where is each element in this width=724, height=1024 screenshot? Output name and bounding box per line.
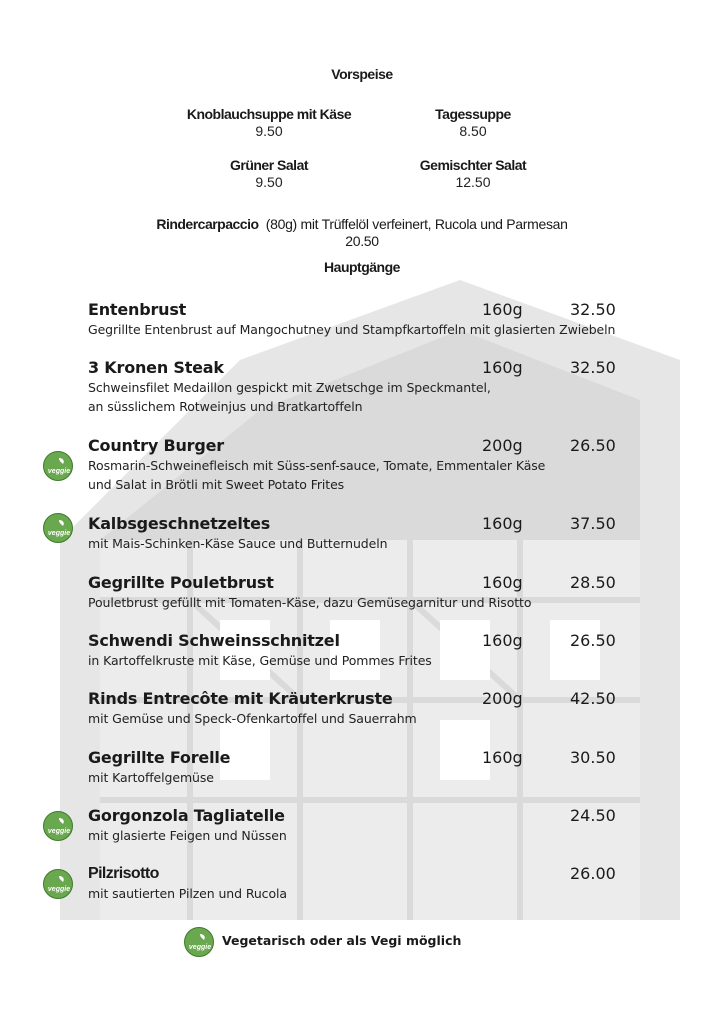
dish-name: Country Burger xyxy=(88,436,224,455)
veggie-icon xyxy=(43,811,73,841)
dish-weight: 160g xyxy=(482,573,523,592)
starters-heading: Vorspeise xyxy=(331,66,393,82)
starter-price: 9.50 xyxy=(255,123,283,139)
mains-heading: Hauptgänge xyxy=(324,259,400,275)
dish-name: Pilzrisotto xyxy=(88,865,159,882)
menu-item-pilzrisotto xyxy=(88,864,688,903)
dish-description: Schweinsfilet Medaillon gespickt mit Zwetschge im Speckmantel, xyxy=(88,380,491,395)
dish-weight: 160g xyxy=(482,300,523,319)
menu-item-3-kronen-steak xyxy=(88,358,688,416)
carpaccio-detail: (80g) mit Trüffelöl verfeinert, Rucola und Parmesan xyxy=(265,216,568,232)
dish-weight: 200g xyxy=(482,689,523,708)
menu-item-gorgonzola-tagliatelle xyxy=(88,806,688,845)
veggie-icon xyxy=(43,513,73,543)
dish-description: in Kartoffelkruste mit Käse, Gemüse und Pommes Frites xyxy=(88,653,432,668)
svg-text:veggie: veggie xyxy=(47,828,71,835)
dish-name: Schwendi Schweinsschnitzel xyxy=(88,631,340,650)
dish-name: Rinds Entrecôte mit Kräuterkruste xyxy=(88,689,393,708)
dish-description-line2: und Salat in Brötli mit Sweet Potato Frites xyxy=(88,477,345,492)
dish-description: mit Gemüse und Speck-Ofenkartoffel und Sauerrahm xyxy=(88,711,417,726)
starter-price: 12.50 xyxy=(455,174,491,190)
dish-price: 32.50 xyxy=(570,358,616,377)
dish-weight: 160g xyxy=(482,358,523,377)
svg-text:veggie: veggie xyxy=(47,886,71,893)
dish-description-line2: an süsslichem Rotweinjus und Bratkartoffeln xyxy=(88,399,363,414)
starter-name: Gemischter Salat xyxy=(419,157,527,173)
svg-text:veggie: veggie xyxy=(188,944,212,951)
menu-item-kalbsgeschnetzeltes xyxy=(88,514,688,553)
carpaccio-price: 20.50 xyxy=(345,233,379,249)
dish-price: 42.50 xyxy=(570,689,616,708)
dish-name: Entenbrust xyxy=(88,300,187,319)
dish-description: mit Kartoffelgemüse xyxy=(88,770,214,785)
dish-price: 37.50 xyxy=(570,514,616,533)
starter-item xyxy=(353,106,593,140)
starter-name: Knoblauchsuppe mit Käse xyxy=(186,106,352,122)
menu-item-gegrillte-forelle xyxy=(88,748,688,787)
menu-item-gegrillte-pouletbrust xyxy=(88,573,688,612)
starter-name: Grüner Salat xyxy=(229,157,309,173)
menu-item-rinds-entrecote xyxy=(88,689,688,728)
dish-price: 26.50 xyxy=(570,631,616,650)
dish-name: Kalbsgeschnetzeltes xyxy=(88,514,271,533)
dish-description: Pouletbrust gefüllt mit Tomaten-Käse, dazu Gemüsegarnitur und Risotto xyxy=(88,595,532,610)
svg-text:veggie: veggie xyxy=(47,530,71,537)
starter-price: 8.50 xyxy=(459,123,487,139)
dish-price: 24.50 xyxy=(570,806,616,825)
carpaccio-name: Rindercarpaccio xyxy=(156,216,259,232)
dish-weight: 160g xyxy=(482,631,523,650)
dish-description: mit sautierten Pilzen und Rucola xyxy=(88,886,287,901)
dish-name: 3 Kronen Steak xyxy=(88,358,224,377)
dish-name: Gorgonzola Tagliatelle xyxy=(88,806,285,825)
menu-item-entenbrust xyxy=(88,300,688,339)
veggie-legend-icon xyxy=(184,927,214,957)
starter-name: Tagessuppe xyxy=(435,106,511,122)
dish-description: mit Mais-Schinken-Käse Sauce und Butternudeln xyxy=(88,536,388,551)
carpaccio-line xyxy=(0,216,724,233)
dish-weight: 160g xyxy=(482,514,523,533)
veggie-legend-text: Vegetarisch oder als Vegi möglich xyxy=(222,933,462,948)
dish-price: 26.50 xyxy=(570,436,616,455)
dish-price: 28.50 xyxy=(570,573,616,592)
dish-weight: 160g xyxy=(482,748,523,767)
dish-price: 26.00 xyxy=(570,864,616,883)
dish-name: Gegrillte Pouletbrust xyxy=(88,573,274,592)
dish-description: mit glasierte Feigen und Nüssen xyxy=(88,828,287,843)
menu-item-schwendi-schweinsschnitzel xyxy=(88,631,688,670)
dish-weight: 200g xyxy=(482,436,523,455)
dish-description: Rosmarin-Schweinefleisch mit Süss-senf-sauce, Tomate, Emmentaler Käse xyxy=(88,458,546,473)
dish-description: Gegrillte Entenbrust auf Mangochutney und Stampfkartoffeln mit glasierten Zwiebeln xyxy=(88,322,616,337)
dish-price: 30.50 xyxy=(570,748,616,767)
veggie-icon xyxy=(43,451,73,481)
veggie-icon xyxy=(43,869,73,899)
starter-item xyxy=(353,157,593,191)
starter-price: 9.50 xyxy=(255,174,283,190)
menu-item-country-burger xyxy=(88,436,688,494)
svg-text:veggie: veggie xyxy=(47,468,71,475)
dish-price: 32.50 xyxy=(570,300,616,319)
dish-name: Gegrillte Forelle xyxy=(88,748,231,767)
